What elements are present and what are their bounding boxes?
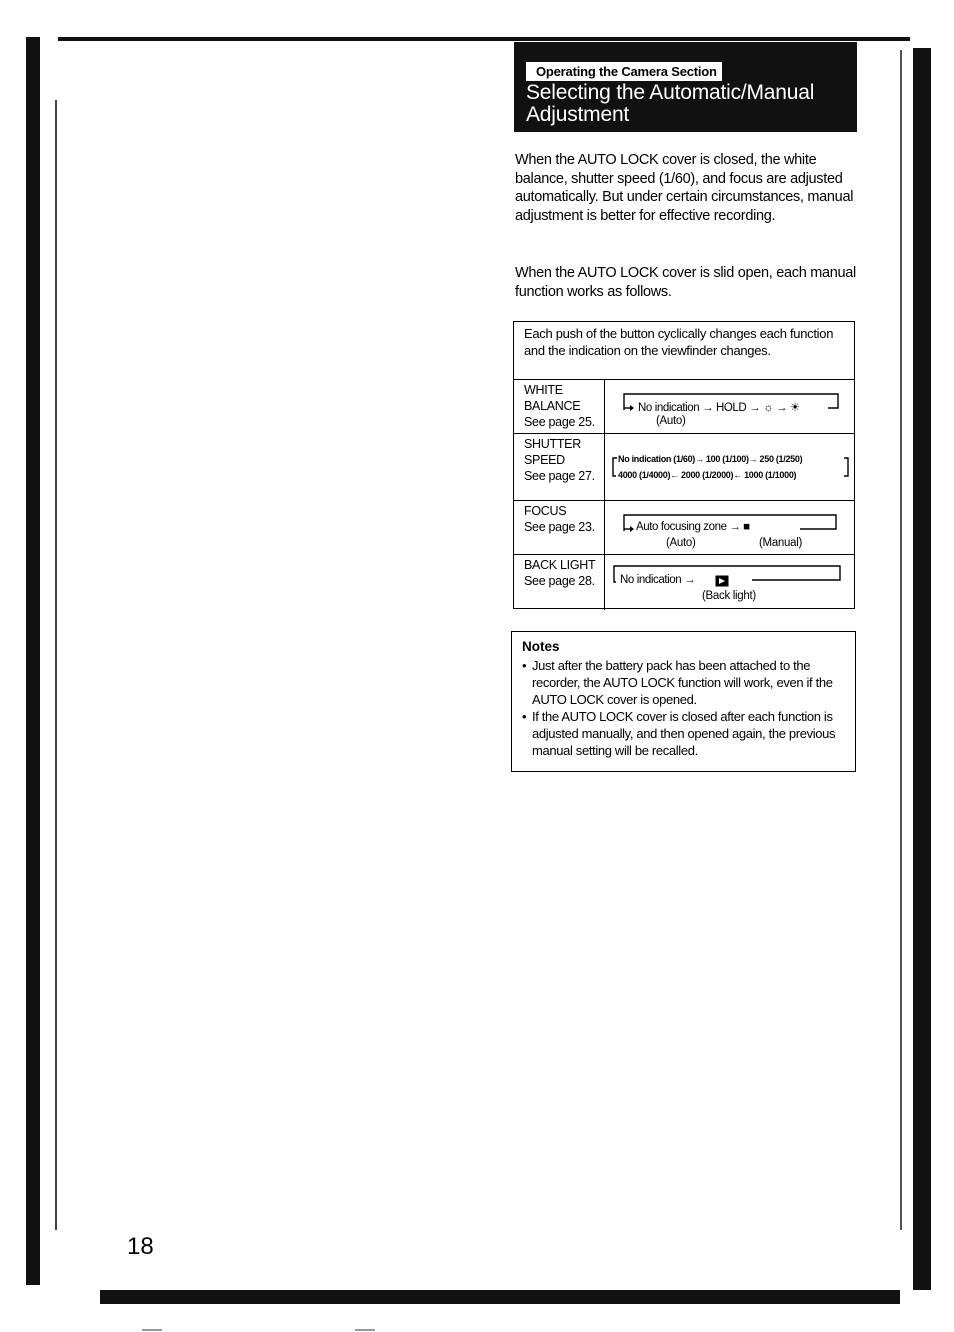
bottom-rule (100, 1290, 900, 1304)
notes-title: Notes (522, 639, 560, 654)
note-item: • Just after the battery pack has been attached to the recorder, the AUTO LOCK function will work, even if the AUTO LOCK cover is opened. (522, 657, 847, 708)
auto-note: (Auto) (666, 537, 696, 549)
see-page: See page 28. (524, 574, 595, 588)
table-row-label (524, 503, 604, 535)
notes-list (522, 657, 847, 759)
function-name: SHUTTER SPEED (524, 437, 581, 467)
notes-box (511, 631, 856, 772)
page-title: Selecting the Automatic/Manual Adjustment (526, 81, 815, 126)
table-divider (514, 554, 854, 555)
crop-mark (142, 1329, 162, 1331)
left-binding-bar (26, 37, 40, 1285)
table-row-label (524, 382, 604, 430)
top-rule (58, 37, 910, 41)
shutter-speed-cycle-line1: No indication (1/60)→ 100 (1/100)→ 250 (1/250) (618, 454, 803, 464)
function-name: FOCUS (524, 504, 567, 518)
manual-note: (Manual) (759, 537, 802, 549)
function-table (513, 321, 855, 609)
table-divider (514, 500, 854, 501)
white-balance-cycle: No indication → HOLD → ☼ → ☀ (638, 402, 800, 414)
table-row-label (524, 557, 604, 589)
see-page: See page 25. (524, 415, 595, 429)
page-number: 18 (127, 1233, 154, 1260)
table-intro: Each push of the button cyclically changes each function and the indication on the viewfinder changes. (524, 326, 834, 358)
note-item: • If the AUTO LOCK cover is closed after each function is adjusted manually, and then opened again, the previous manual setting will be recalled. (522, 708, 847, 759)
focus-cycle: Auto focusing zone → ■ (636, 521, 750, 533)
back-light-cycle: No indication → (620, 574, 696, 586)
back-light-note: (Back light) (702, 590, 756, 602)
section-label: Operating the Camera Section (526, 62, 722, 81)
right-margin-line (900, 50, 902, 1230)
auto-note: (Auto) (656, 415, 686, 427)
left-margin-line (55, 100, 57, 1230)
back-light-icon (715, 575, 729, 587)
intro-paragraph: When the AUTO LOCK cover is slid open, each manual function works as follows. (515, 265, 856, 300)
see-page: See page 27. (524, 469, 595, 483)
function-name: BACK LIGHT (524, 558, 596, 572)
table-divider (514, 433, 854, 434)
table-column-divider (604, 380, 605, 610)
intro-paragraph: When the AUTO LOCK cover is closed, the white balance, shutter speed (1/60), and focus are adjusted automatically. But under certain circumstances, manual adjustment is better for effective recording. (515, 152, 854, 224)
table-divider (514, 379, 854, 380)
function-name: WHITE BALANCE (524, 383, 581, 413)
crop-mark (355, 1329, 375, 1331)
see-page: See page 23. (524, 520, 595, 534)
table-row-label (524, 436, 604, 484)
shutter-speed-cycle-line2: 4000 (1/4000)← 2000 (1/2000)← 1000 (1/1000) (618, 470, 797, 480)
right-edge-bar (913, 48, 931, 1290)
